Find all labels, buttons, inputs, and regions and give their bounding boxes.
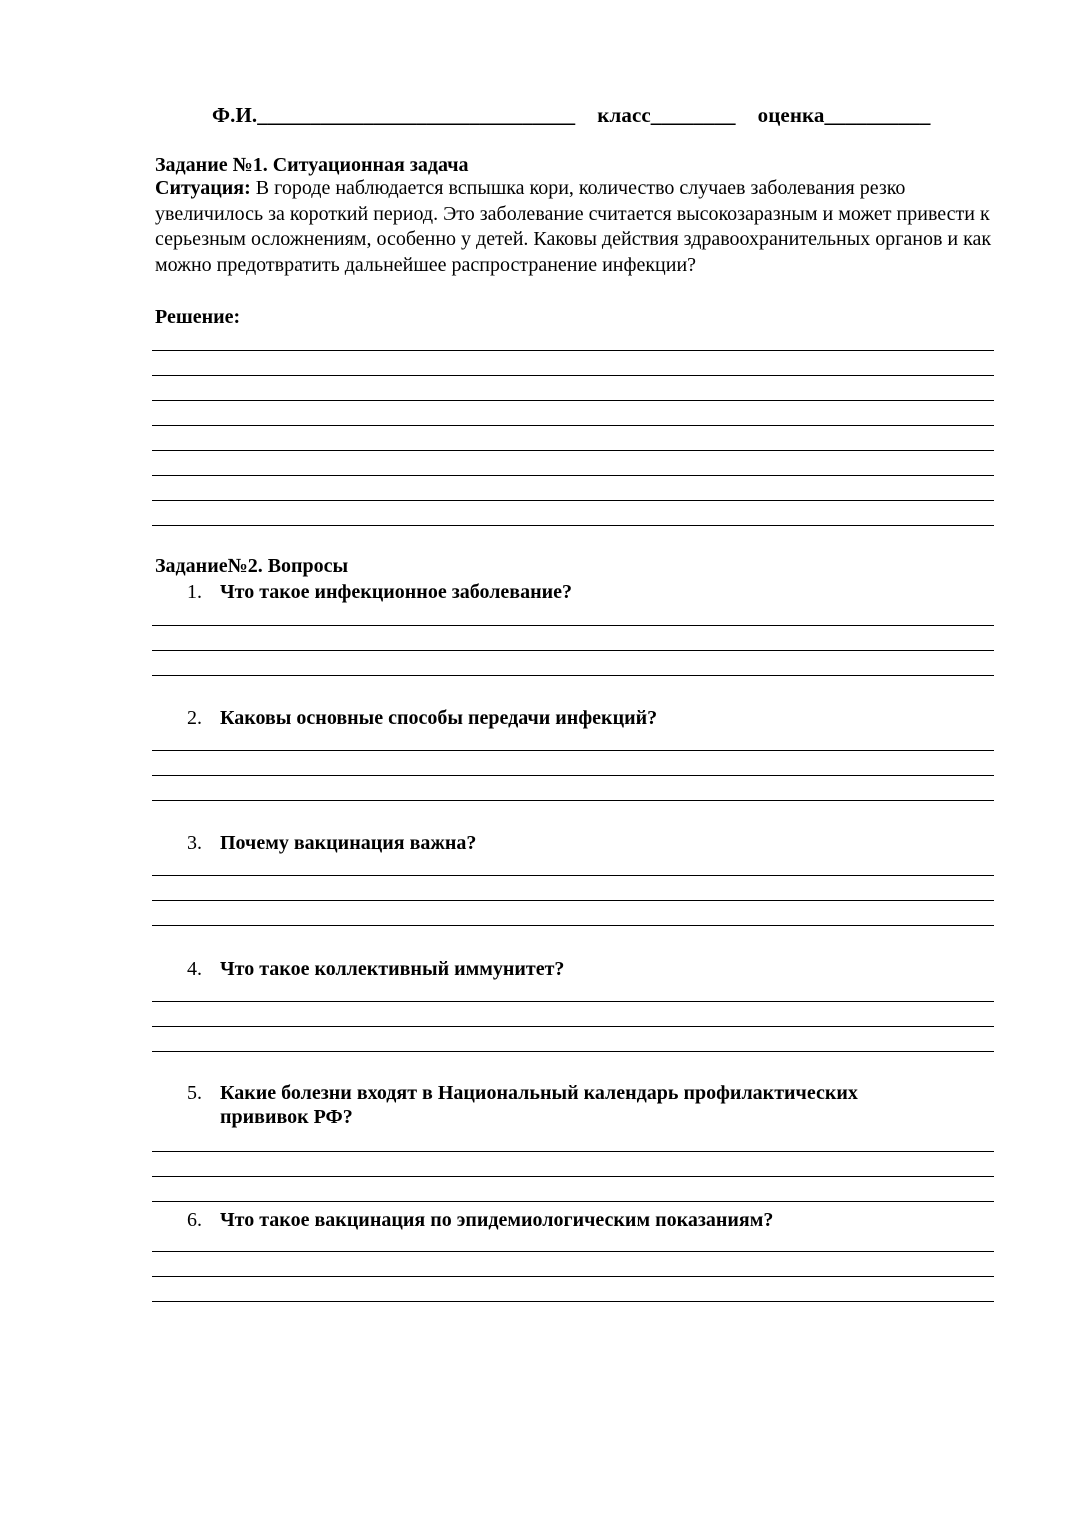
answer-line[interactable] — [152, 500, 994, 501]
question-text: Почему вакцинация важна? — [220, 832, 477, 854]
question-5 — [187, 1081, 947, 1129]
answer-line[interactable] — [152, 1301, 994, 1302]
question-number: 6. — [187, 1209, 202, 1231]
task2-title: Задание№2. Вопросы — [155, 555, 349, 577]
answer-line[interactable] — [152, 1026, 994, 1027]
question-text: Какие болезни входят в Национальный календарь профилактических — [220, 1082, 858, 1104]
question-text: Что такое инфекционное заболевание? — [220, 581, 573, 603]
question-2 — [187, 706, 947, 730]
question-number: 2. — [187, 707, 202, 729]
answer-line[interactable] — [152, 875, 994, 876]
question-number: 1. — [187, 581, 202, 603]
situation-text: В городе наблюдается вспышка кори, количество случаев заболевания резко увеличилось за короткий период. Это заболевание считается высокозаразным и может привести к серьезным осложнениям, особенно у детей. Каковы действия здравоохранительных органов и как можно предотвратить дальнейшее распространение инфекции? — [155, 177, 992, 276]
question-text: Что такое вакцинация по эпидемиологическим показаниям? — [220, 1209, 774, 1231]
answer-line[interactable] — [152, 1276, 994, 1277]
answer-line[interactable] — [152, 925, 994, 926]
class-field[interactable]: класс________ — [597, 103, 736, 127]
task1-situation — [155, 176, 995, 278]
answer-line[interactable] — [152, 800, 994, 801]
question-number: 4. — [187, 958, 202, 980]
task1-title: Задание №1. Ситуационная задача — [155, 154, 469, 176]
question-text: Что такое коллективный иммунитет? — [220, 958, 565, 980]
question-number: 5. — [187, 1082, 202, 1104]
name-field[interactable]: Ф.И.______________________________ — [212, 103, 576, 127]
answer-line[interactable] — [152, 1176, 994, 1177]
question-4 — [187, 957, 947, 981]
answer-line[interactable] — [152, 1001, 994, 1002]
answer-line[interactable] — [152, 350, 994, 351]
answer-line[interactable] — [152, 675, 994, 676]
question-6 — [187, 1208, 947, 1232]
answer-line[interactable] — [152, 1201, 994, 1202]
grade-field[interactable]: оценка__________ — [757, 103, 931, 127]
answer-line[interactable] — [152, 1051, 994, 1052]
answer-line[interactable] — [152, 475, 994, 476]
question-1 — [187, 580, 947, 604]
answer-line[interactable] — [152, 750, 994, 751]
situation-label: Ситуация: — [155, 177, 251, 199]
question-text-continued: прививок РФ? — [220, 1106, 353, 1128]
student-info-header — [212, 103, 931, 128]
answer-line[interactable] — [152, 1151, 994, 1152]
answer-line[interactable] — [152, 425, 994, 426]
answer-line[interactable] — [152, 900, 994, 901]
answer-line[interactable] — [152, 400, 994, 401]
answer-line[interactable] — [152, 1251, 994, 1252]
answer-line[interactable] — [152, 450, 994, 451]
answer-line[interactable] — [152, 375, 994, 376]
answer-line[interactable] — [152, 525, 994, 526]
answer-line[interactable] — [152, 650, 994, 651]
answer-line[interactable] — [152, 775, 994, 776]
question-text: Каковы основные способы передачи инфекций? — [220, 707, 658, 729]
answer-line[interactable] — [152, 625, 994, 626]
question-number: 3. — [187, 832, 202, 854]
question-3 — [187, 831, 947, 855]
solution-label: Решение: — [155, 306, 241, 328]
